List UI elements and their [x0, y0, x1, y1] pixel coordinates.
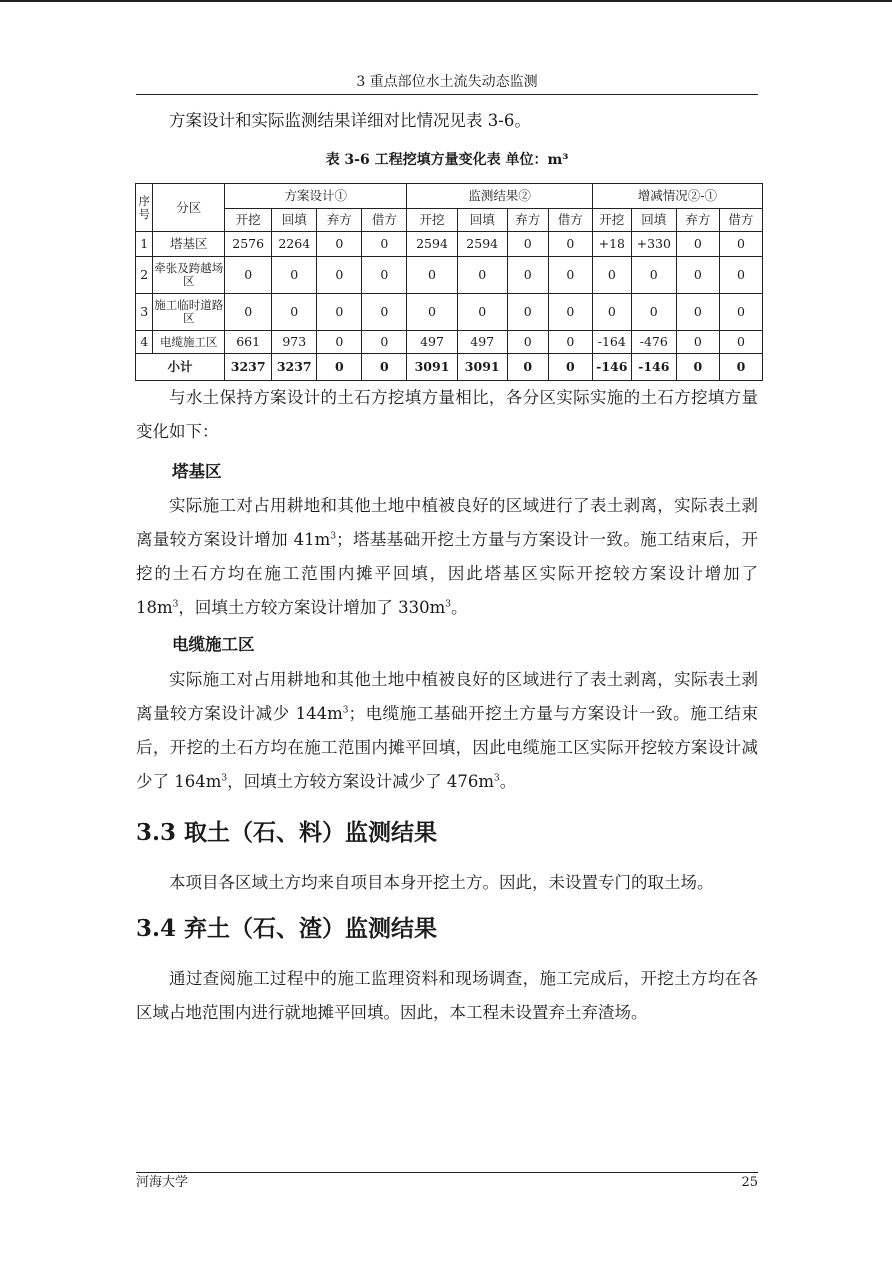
cell: 0: [317, 354, 362, 381]
subheader-cell: 借方: [362, 209, 407, 232]
subheader-cell: 开挖: [407, 209, 457, 232]
subheader-cell: 借方: [548, 209, 592, 232]
subheader-cell: 开挖: [225, 209, 272, 232]
cell: 0: [457, 257, 507, 294]
cell: 3237: [272, 354, 317, 381]
cell: 0: [362, 294, 407, 331]
cell: 0: [548, 354, 592, 381]
cell: 0: [676, 331, 719, 354]
earthwork-table: [135, 183, 763, 381]
cell: 0: [719, 331, 762, 354]
superscript-3: 3: [445, 599, 452, 610]
subheader-cell: 回填: [272, 209, 317, 232]
footer-university: 河海大学: [136, 1175, 189, 1190]
cell: 0: [719, 232, 762, 257]
group-header-change: 增减情况②-①: [592, 184, 762, 209]
cell: 0: [407, 257, 457, 294]
cell: 0: [362, 331, 407, 354]
table-caption: 表 3-6 工程挖填方量变化表 单位：m³: [325, 152, 569, 168]
cell: 0: [507, 257, 548, 294]
table-row: [136, 232, 763, 257]
cell: 0: [457, 294, 507, 331]
cell: +330: [631, 232, 676, 257]
table-row: [136, 331, 763, 354]
cell: 0: [548, 331, 592, 354]
row-no: 4: [136, 331, 153, 354]
cell: 0: [507, 331, 548, 354]
cell: 0: [676, 294, 719, 331]
subheader-cell: 借方: [719, 209, 762, 232]
subheader-cell: 回填: [631, 209, 676, 232]
cell: 0: [548, 257, 592, 294]
row-zone: 电缆施工区: [153, 331, 225, 354]
cell: 0: [548, 294, 592, 331]
cell: 0: [317, 294, 362, 331]
tower-paragraph: [136, 489, 758, 625]
cell: 0: [592, 294, 631, 331]
cell: -164: [592, 331, 631, 354]
table-row: [136, 257, 763, 294]
row-zone: 塔基区: [153, 232, 225, 257]
subheader-cell: 弃方: [676, 209, 719, 232]
table-subheader-row: [136, 209, 763, 232]
cable-text-4: 。: [499, 772, 517, 791]
group-header-design: 方案设计①: [225, 184, 407, 209]
cell: 0: [676, 232, 719, 257]
row-zone: 牵张及跨越场区: [153, 257, 225, 294]
cell: 0: [676, 257, 719, 294]
top-border-line: [0, 0, 892, 2]
cell: 973: [272, 331, 317, 354]
cell: 0: [272, 257, 317, 294]
tower-text-3: ，回填土方较方案设计增加了 330m: [178, 598, 446, 617]
intro-paragraph: 方案设计和实际监测结果详细对比情况见表 3-6。: [169, 111, 531, 130]
footer-divider: [136, 1172, 758, 1173]
cell: 0: [317, 257, 362, 294]
table-total-row: [136, 354, 763, 381]
superscript-3: 3: [330, 531, 337, 542]
cell: 0: [272, 294, 317, 331]
subheader-cell: 弃方: [317, 209, 362, 232]
section-3-3-text: 本项目各区域土方均来自项目本身开挖土方。因此，未设置专门的取土场。: [169, 873, 714, 892]
cell: 661: [225, 331, 272, 354]
cell: 497: [457, 331, 507, 354]
superscript-3: 3: [494, 773, 500, 784]
cell: 0: [592, 257, 631, 294]
section-3-3-title: 3.3 取土（石、料）监测结果: [136, 819, 438, 846]
cell: 0: [225, 294, 272, 331]
cell: 0: [362, 257, 407, 294]
cell: 0: [507, 294, 548, 331]
cell: 2264: [272, 232, 317, 257]
cable-paragraph: [136, 663, 758, 799]
cable-text-2: ；电缆施工基础开挖土方量与方案设计一致。施工结束后，开挖的土石方均在施工范围内摊平回填，因此电缆施工区实际开挖较方案设计减少了 164m: [136, 704, 759, 791]
cell: 0: [719, 257, 762, 294]
cell: 0: [407, 294, 457, 331]
cell: 0: [548, 232, 592, 257]
cell: -146: [631, 354, 676, 381]
cell: 0: [676, 354, 719, 381]
cell: 0: [507, 232, 548, 257]
cell: 2576: [225, 232, 272, 257]
cell: 0: [317, 331, 362, 354]
row-zone: 施工临时道路区: [153, 294, 225, 331]
cell: 0: [719, 354, 762, 381]
cell: 0: [719, 294, 762, 331]
cell: -146: [592, 354, 631, 381]
section-3-4-text: 通过查阅施工过程中的施工监理资料和现场调查，施工完成后，开挖土方均在各区域占地范围内进行就地摊平回填。因此，本工程未设置弃土弃渣场。: [136, 969, 758, 1022]
cell: 0: [631, 294, 676, 331]
cell: 0: [507, 354, 548, 381]
row-no: 1: [136, 232, 153, 257]
section-3-4-title: 3.4 弃土（石、渣）监测结果: [136, 915, 438, 942]
row-no: 2: [136, 257, 153, 294]
cell: -476: [631, 331, 676, 354]
cell: 0: [362, 354, 407, 381]
cell: 2594: [457, 232, 507, 257]
cell: 3237: [225, 354, 272, 381]
cell: 0: [362, 232, 407, 257]
superscript-3: 3: [221, 773, 228, 784]
table-header-row: [136, 184, 763, 209]
cell: 3091: [457, 354, 507, 381]
row-no: 3: [136, 294, 153, 331]
total-label: 小计: [136, 354, 225, 381]
cable-text-1: 实际施工对占用耕地和其他土地中植被良好的区域进行了表土剥离，实际表土剥离量较方案设计减少 144m: [136, 670, 758, 723]
subheader-cell: 回填: [457, 209, 507, 232]
cell: 3091: [407, 354, 457, 381]
superscript-3: 3: [342, 705, 349, 716]
group-header-monitor: 监测结果②: [407, 184, 592, 209]
cell: 0: [317, 232, 362, 257]
cell: 0: [225, 257, 272, 294]
tower-text-1: 实际施工对占用耕地和其他土地中植被良好的区域进行了表土剥离，实际表土剥离量较方案设计增加 41m: [136, 496, 758, 549]
tower-text-2: ；塔基基础开挖土方量与方案设计一致。施工结束后，开挖的土石方均在施工范围内摊平回填，因此塔基区实际开挖较方案设计增加了 18m: [136, 530, 759, 617]
cell: +18: [592, 232, 631, 257]
tower-text-4: 。: [451, 598, 468, 617]
subheader-cell: 弃方: [507, 209, 548, 232]
cell: 2594: [407, 232, 457, 257]
subheader-cell: 开挖: [592, 209, 631, 232]
superscript-3: 3: [172, 599, 179, 610]
cell: 0: [631, 257, 676, 294]
cable-subheading: 电缆施工区: [172, 635, 255, 654]
page-number: 25: [741, 1175, 758, 1190]
compare-paragraph: 与水土保持方案设计的土石方挖填方量相比，各分区实际实施的土石方挖填方量变化如下：: [136, 388, 758, 441]
cell: 497: [407, 331, 457, 354]
page-header: 3 重点部位水土流失动态监测: [136, 72, 758, 95]
tower-subheading: 塔基区: [172, 462, 222, 481]
cable-text-3: ，回填土方较方案设计减少了 476m: [227, 772, 495, 791]
table-row: [136, 294, 763, 331]
col-header-no: 序号: [136, 184, 153, 232]
col-header-zone: 分区: [153, 184, 225, 232]
